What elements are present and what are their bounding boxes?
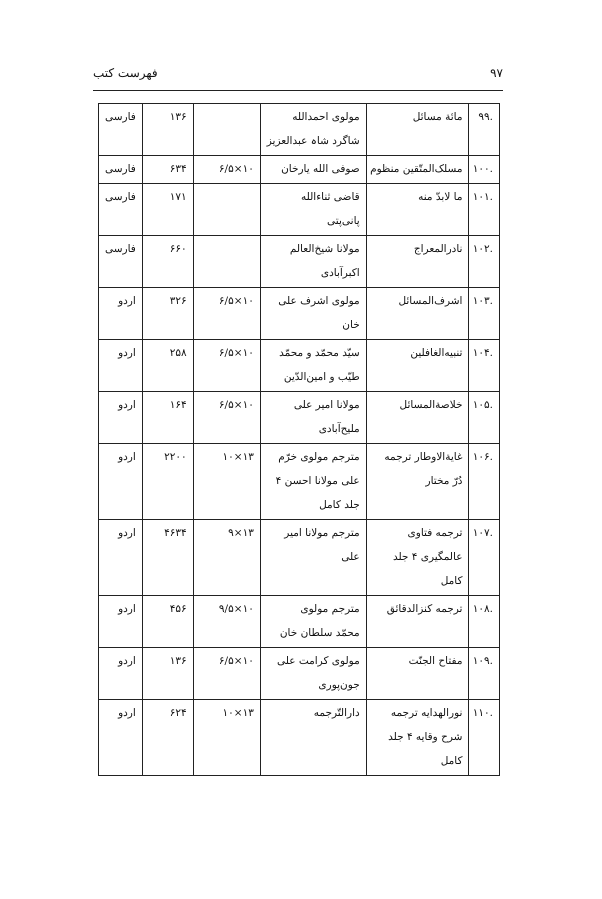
cell-author-line: علی مولانا احسن ۴ [275, 475, 360, 487]
cell-pages: ۲۲۰۰ [142, 444, 193, 520]
cell-author-line: مترجم مولانا امیر [284, 527, 360, 539]
cell-author [260, 184, 366, 236]
cell-title-line: کامل [440, 755, 463, 767]
cell-title-line: نادرالمعراج [413, 243, 463, 255]
cell-number: .۱۰۱ [469, 184, 500, 236]
cell-title-line: اشرف‌المسائل [398, 295, 463, 307]
cell-title-line: شرح وقایه ۴ جلد [388, 731, 463, 743]
cell-language: فارسی [99, 104, 143, 156]
table-row [99, 648, 500, 700]
table-row [99, 104, 500, 156]
cell-pages: ۲۵۸ [142, 340, 193, 392]
cell-title-line: ترجمه فتاوی [407, 527, 463, 539]
cell-size: ۱۰×۹/۵ [193, 596, 260, 648]
cell-size [193, 236, 260, 288]
table-row [99, 340, 500, 392]
cell-language: فارسی [99, 156, 143, 184]
cell-number: .۱۱۰ [469, 700, 500, 776]
cell-author-line: ملیح‌آبادی [318, 423, 360, 435]
cell-number: .۱۰۹ [469, 648, 500, 700]
cell-size: ۱۰×۶/۵ [193, 288, 260, 340]
cell-pages: ۶۶۰ [142, 236, 193, 288]
cell-number: .۱۰۸ [469, 596, 500, 648]
cell-title-line: نورالهدایه ترجمه [390, 707, 463, 719]
cell-title-line: مائة مسائل [412, 111, 463, 123]
cell-author-line: مولوی اشرف علی [278, 295, 360, 307]
cell-author [260, 392, 366, 444]
cell-size: ۱۰×۶/۵ [193, 648, 260, 700]
cell-author-line: محمّد سلطان خان [279, 627, 360, 639]
table-row [99, 520, 500, 596]
cell-author-line: مترجم مولوی خرّم [278, 451, 360, 463]
cell-author-line: جلد کامل [319, 499, 360, 511]
cell-size [193, 104, 260, 156]
page-number: ۹۷ [490, 66, 503, 80]
cell-author-line: مولوی کرامت علی [276, 655, 360, 667]
cell-number: .۱۰۵ [469, 392, 500, 444]
cell-author-line: مترجم مولوی [300, 603, 360, 615]
cell-title [366, 236, 469, 288]
cell-title-line: ما لابدّ منه [418, 191, 463, 203]
table-row [99, 596, 500, 648]
cell-size: ۱۳×۹ [193, 520, 260, 596]
cell-title [366, 596, 469, 648]
cell-pages: ۴۶۳۴ [142, 520, 193, 596]
table-row [99, 392, 500, 444]
cell-size: ۱۰×۶/۵ [193, 392, 260, 444]
cell-language: اردو [99, 340, 143, 392]
cell-number: .۱۰۰ [469, 156, 500, 184]
cell-author-line: اکبرآبادی [320, 267, 360, 279]
running-header [93, 66, 503, 90]
cell-pages: ۱۳۶ [142, 648, 193, 700]
cell-author-line: مولانا شیخ‌العالم [289, 243, 360, 255]
cell-title [366, 340, 469, 392]
table-row [99, 288, 500, 340]
header-rule [93, 90, 503, 91]
cell-pages: ۱۶۴ [142, 392, 193, 444]
cell-title [366, 444, 469, 520]
cell-number: .۹۹ [469, 104, 500, 156]
cell-language: فارسی [99, 236, 143, 288]
cell-author [260, 648, 366, 700]
cell-title-line: ترجمه کنزالدقائق [386, 603, 463, 615]
cell-size [193, 184, 260, 236]
cell-author [260, 700, 366, 776]
cell-pages: ۴۵۶ [142, 596, 193, 648]
cell-number: .۱۰۳ [469, 288, 500, 340]
cell-language: اردو [99, 444, 143, 520]
cell-author [260, 236, 366, 288]
cell-title [366, 520, 469, 596]
cell-language: اردو [99, 596, 143, 648]
cell-author [260, 288, 366, 340]
cell-number: .۱۰۶ [469, 444, 500, 520]
cell-title-line: مسلک‌المتّقین منظوم [370, 163, 463, 175]
cell-number: .۱۰۷ [469, 520, 500, 596]
cell-title [366, 156, 469, 184]
cell-author [260, 444, 366, 520]
cell-title-line: کامل [440, 575, 463, 587]
cell-author-line: شاگرد شاہ عبدالعزیز [266, 135, 360, 147]
cell-author-line: پانی‌پتی [327, 215, 360, 227]
cell-title [366, 104, 469, 156]
cell-title-line: دُرّ مختار [425, 475, 463, 487]
cell-language: فارسی [99, 184, 143, 236]
cell-author-line: طیّب و امین‌الدّین [283, 371, 360, 383]
cell-author-line: جون‌پوری [318, 679, 360, 691]
cell-size: ۱۰×۶/۵ [193, 340, 260, 392]
table-row [99, 444, 500, 520]
cell-pages: ۳۲۶ [142, 288, 193, 340]
cell-size: ۱۳×۱۰ [193, 700, 260, 776]
catalog-body [99, 104, 500, 776]
cell-title-line: تنبیه‌الغافلین [410, 347, 463, 359]
table-row [99, 184, 500, 236]
cell-title [366, 288, 469, 340]
cell-title [366, 700, 469, 776]
cell-author [260, 520, 366, 596]
cell-language: اردو [99, 520, 143, 596]
cell-title-line: خلاصة‌المسائل [399, 399, 463, 411]
cell-language: اردو [99, 392, 143, 444]
cell-size: ۱۰×۶/۵ [193, 156, 260, 184]
cell-title [366, 392, 469, 444]
cell-language: اردو [99, 648, 143, 700]
cell-title-line: غایةالاوطار ترجمه [384, 451, 463, 463]
table-row [99, 156, 500, 184]
cell-author-line: خان [342, 319, 360, 331]
cell-title [366, 648, 469, 700]
cell-language: اردو [99, 288, 143, 340]
cell-author [260, 104, 366, 156]
cell-author-line: صوفی الله یارخان [281, 163, 360, 175]
cell-title-line: عالمگیری ۴ جلد [392, 551, 463, 563]
cell-title [366, 184, 469, 236]
cell-author-line: قاضی ثناءالله [301, 191, 360, 203]
table-row [99, 236, 500, 288]
cell-author [260, 596, 366, 648]
table-row [99, 700, 500, 776]
cell-pages: ۱۳۶ [142, 104, 193, 156]
cell-number: .۱۰۴ [469, 340, 500, 392]
cell-number: .۱۰۲ [469, 236, 500, 288]
cell-size: ۱۳×۱۰ [193, 444, 260, 520]
cell-author-line: مولوی احمدالله [292, 111, 360, 123]
cell-author-line: علی [341, 551, 360, 563]
cell-author [260, 156, 366, 184]
cell-pages: ۶۲۴ [142, 700, 193, 776]
cell-pages: ۶۳۴ [142, 156, 193, 184]
cell-author-line: سیّد محمّد و محمّد [279, 347, 360, 359]
book-catalog-table [98, 103, 500, 776]
cell-pages: ۱۷۱ [142, 184, 193, 236]
cell-title-line: مفتاح الجنّت [408, 655, 463, 667]
section-title: فهرست کتب [93, 66, 158, 80]
cell-author [260, 340, 366, 392]
cell-author-line: مولانا امیر علی [293, 399, 360, 411]
cell-author-line: دارالتّرجمه [313, 707, 360, 719]
cell-language: اردو [99, 700, 143, 776]
